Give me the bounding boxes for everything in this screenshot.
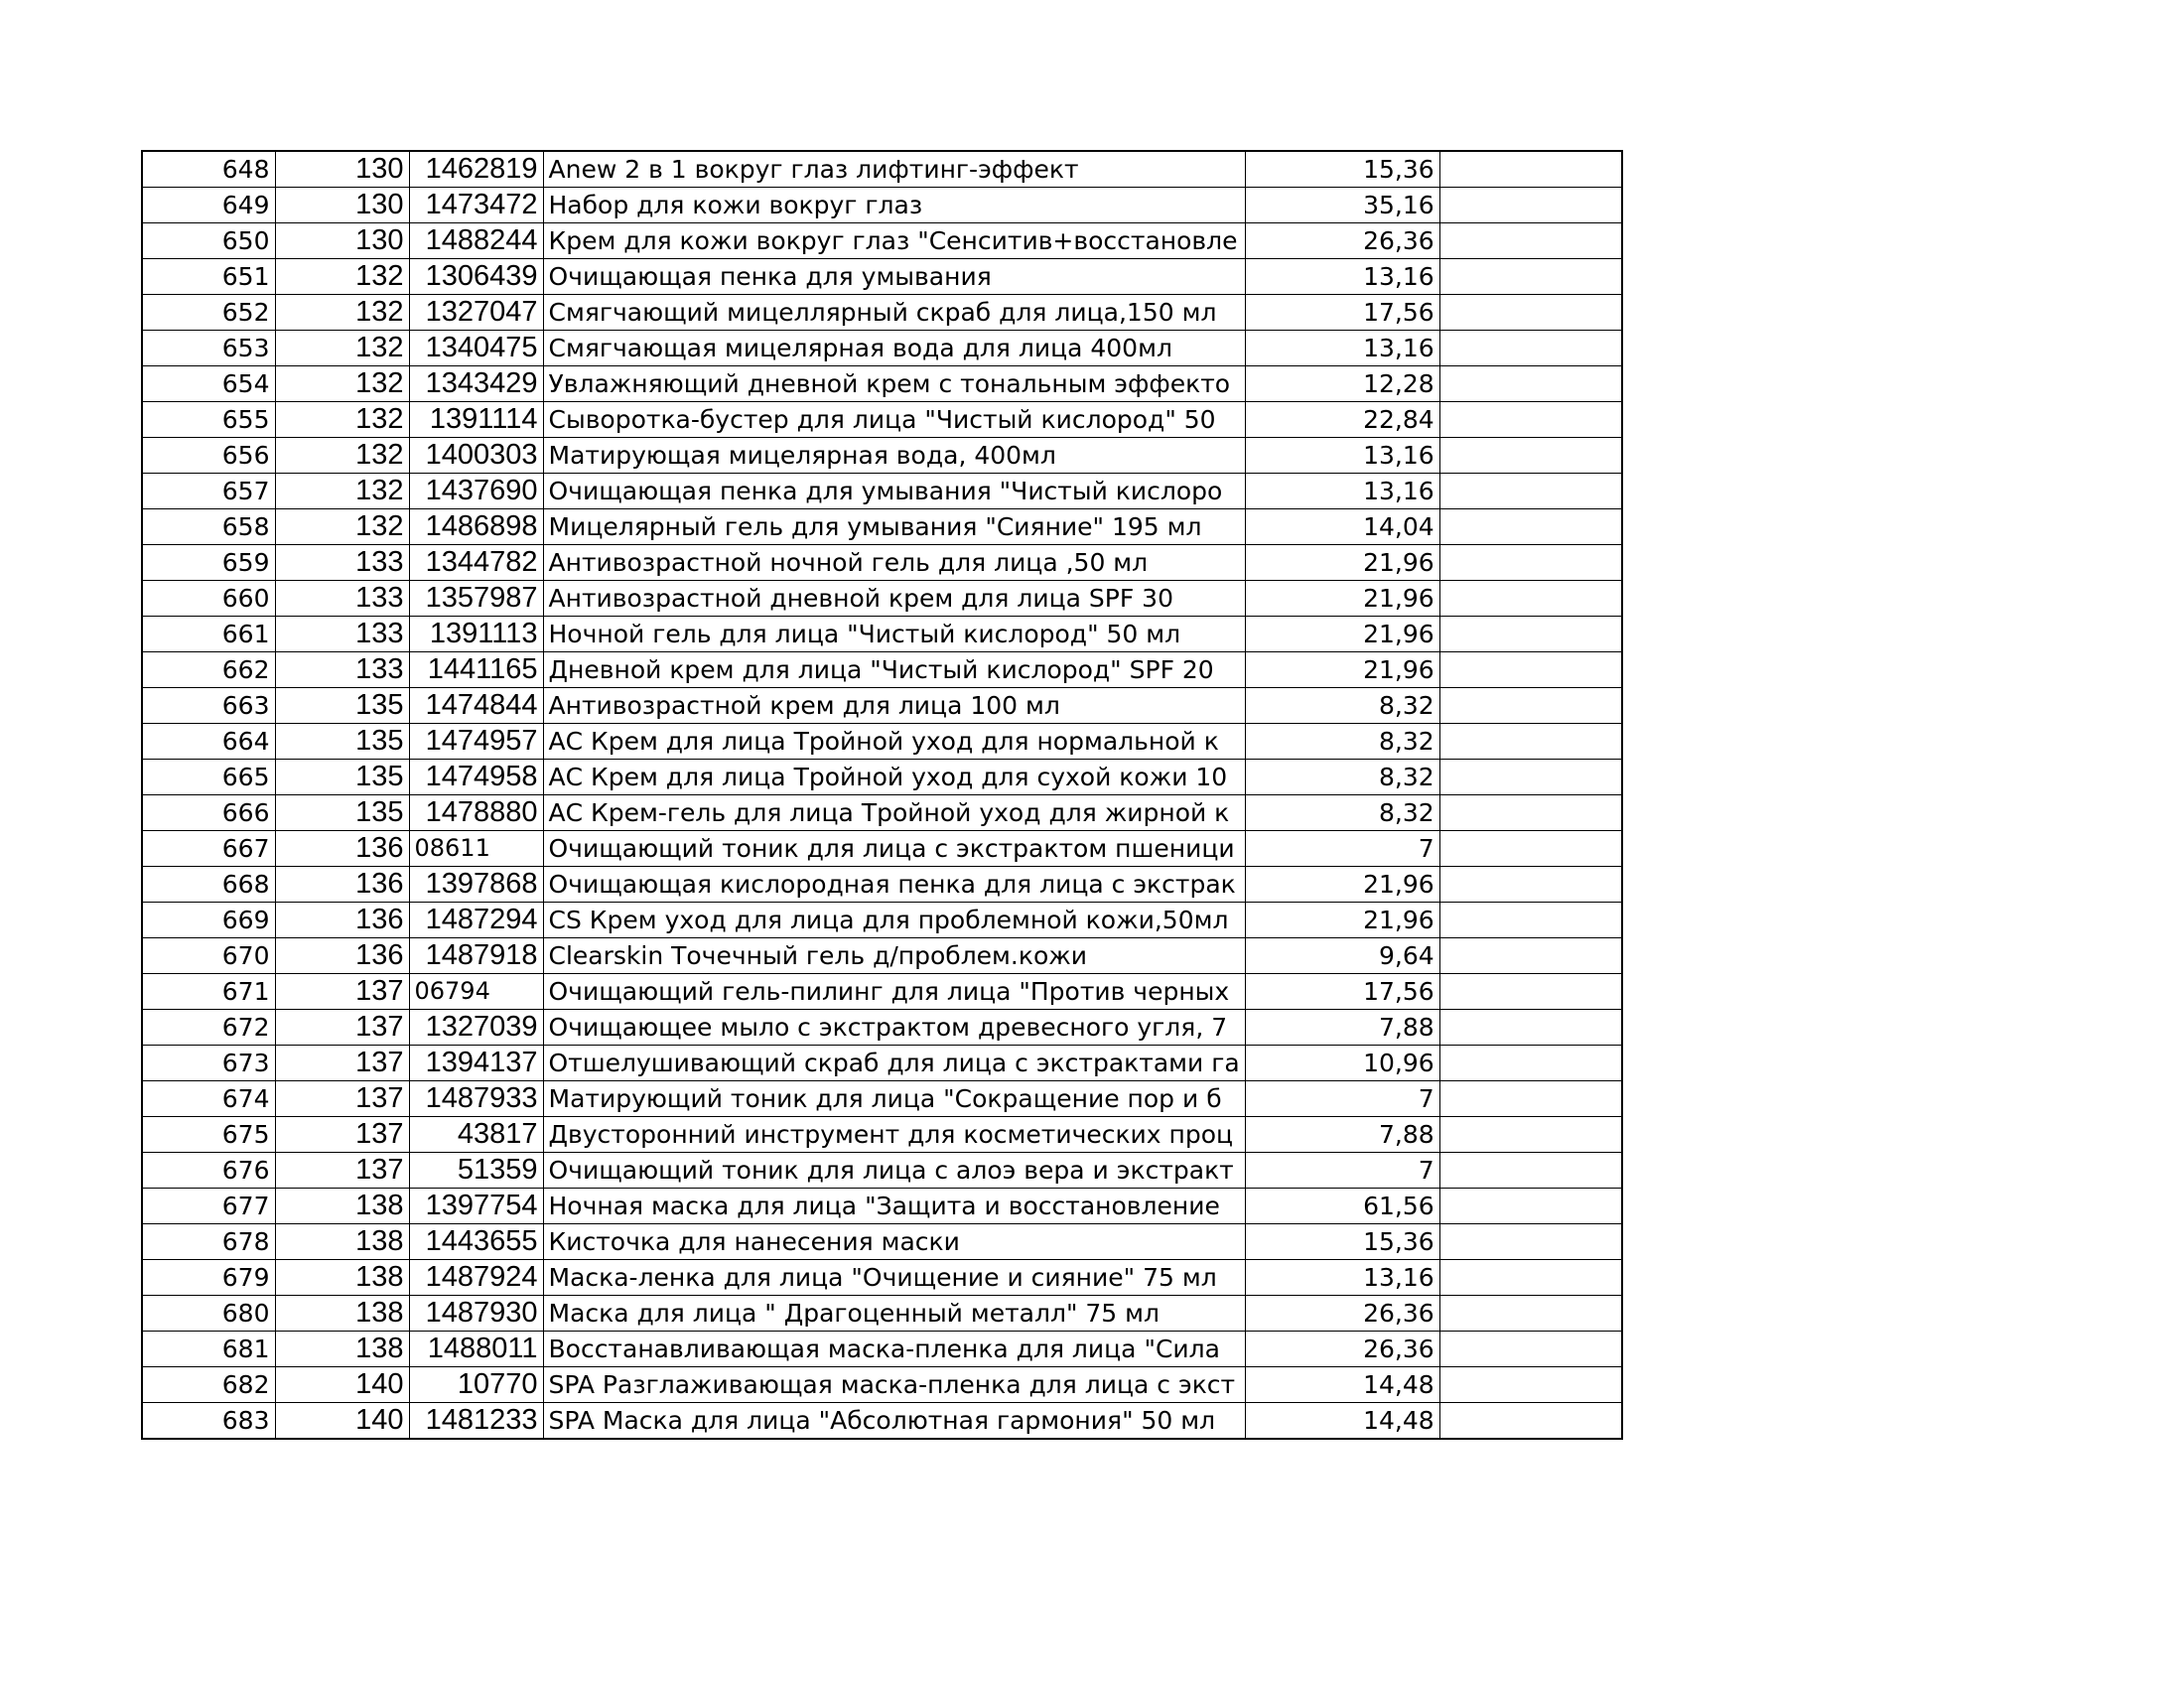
empty-cell xyxy=(1439,831,1622,867)
row-number-cell: 654 xyxy=(142,366,275,402)
catalog-page-cell: 138 xyxy=(275,1189,409,1224)
product-name-cell: АС Крем для лица Тройной уход для сухой кожи 10 xyxy=(543,760,1245,795)
price-cell: 15,36 xyxy=(1245,151,1439,188)
table-row xyxy=(142,1403,1622,1440)
product-code-cell: 1327047 xyxy=(409,295,543,331)
product-code-cell: 1306439 xyxy=(409,259,543,295)
catalog-page-cell: 130 xyxy=(275,223,409,259)
price-cell: 13,16 xyxy=(1245,474,1439,509)
price-cell: 9,64 xyxy=(1245,938,1439,974)
empty-cell xyxy=(1439,545,1622,581)
catalog-page-cell: 140 xyxy=(275,1403,409,1440)
product-name-cell: SPA Маска для лица "Абсолютная гармония" 50 мл xyxy=(543,1403,1245,1440)
price-cell: 15,36 xyxy=(1245,1224,1439,1260)
table-row xyxy=(142,795,1622,831)
catalog-page-cell: 133 xyxy=(275,581,409,617)
row-number-cell: 648 xyxy=(142,151,275,188)
empty-cell xyxy=(1439,581,1622,617)
product-name-cell: Anew 2 в 1 вокруг глаз лифтинг-эффект xyxy=(543,151,1245,188)
table-row xyxy=(142,151,1622,188)
price-cell: 13,16 xyxy=(1245,259,1439,295)
product-code-cell: 1487933 xyxy=(409,1081,543,1117)
row-number-cell: 657 xyxy=(142,474,275,509)
table-row xyxy=(142,1153,1622,1189)
product-code-cell: 1488244 xyxy=(409,223,543,259)
product-name-cell: Очищающее мыло с экстрактом древесного угля, 7 xyxy=(543,1010,1245,1046)
price-cell: 7 xyxy=(1245,831,1439,867)
price-cell: 7,88 xyxy=(1245,1117,1439,1153)
catalog-page-cell: 136 xyxy=(275,867,409,903)
table-row xyxy=(142,402,1622,438)
price-list-table xyxy=(141,150,1623,1440)
empty-cell xyxy=(1439,617,1622,652)
price-cell: 8,32 xyxy=(1245,724,1439,760)
catalog-page-cell: 137 xyxy=(275,1117,409,1153)
catalog-page-cell: 137 xyxy=(275,1010,409,1046)
empty-cell xyxy=(1439,474,1622,509)
catalog-page-cell: 132 xyxy=(275,295,409,331)
empty-cell xyxy=(1439,331,1622,366)
table-row xyxy=(142,223,1622,259)
catalog-page-cell: 135 xyxy=(275,724,409,760)
catalog-page-cell: 137 xyxy=(275,1153,409,1189)
product-name-cell: Clearskin Точечный гель д/проблем.кожи xyxy=(543,938,1245,974)
row-number-cell: 666 xyxy=(142,795,275,831)
table-row xyxy=(142,688,1622,724)
catalog-page-cell: 137 xyxy=(275,1046,409,1081)
price-cell: 26,36 xyxy=(1245,223,1439,259)
row-number-cell: 677 xyxy=(142,1189,275,1224)
empty-cell xyxy=(1439,1403,1622,1440)
catalog-page-cell: 137 xyxy=(275,974,409,1010)
catalog-page-cell: 136 xyxy=(275,903,409,938)
product-code-cell: 10770 xyxy=(409,1367,543,1403)
product-name-cell: АС Крем для лица Тройной уход для нормальной к xyxy=(543,724,1245,760)
price-cell: 13,16 xyxy=(1245,331,1439,366)
price-cell: 21,96 xyxy=(1245,867,1439,903)
product-name-cell: Сыворотка-бустер для лица "Чистый кислород" 50 xyxy=(543,402,1245,438)
row-number-cell: 656 xyxy=(142,438,275,474)
product-code-cell: 1344782 xyxy=(409,545,543,581)
empty-cell xyxy=(1439,1367,1622,1403)
empty-cell xyxy=(1439,295,1622,331)
product-code-cell: 1443655 xyxy=(409,1224,543,1260)
empty-cell xyxy=(1439,903,1622,938)
product-name-cell: Очищающий тоник для лица с экстрактом пшеници xyxy=(543,831,1245,867)
row-number-cell: 653 xyxy=(142,331,275,366)
product-name-cell: Очищающая пенка для умывания xyxy=(543,259,1245,295)
row-number-cell: 659 xyxy=(142,545,275,581)
price-cell: 21,96 xyxy=(1245,545,1439,581)
product-code-cell: 1474958 xyxy=(409,760,543,795)
empty-cell xyxy=(1439,438,1622,474)
empty-cell xyxy=(1439,1117,1622,1153)
price-cell: 61,56 xyxy=(1245,1189,1439,1224)
row-number-cell: 673 xyxy=(142,1046,275,1081)
empty-cell xyxy=(1439,688,1622,724)
empty-cell xyxy=(1439,151,1622,188)
price-cell: 7,88 xyxy=(1245,1010,1439,1046)
price-cell: 14,48 xyxy=(1245,1403,1439,1440)
table-row xyxy=(142,1367,1622,1403)
empty-cell xyxy=(1439,1332,1622,1367)
product-code-cell: 08611 xyxy=(409,831,543,867)
product-name-cell: Ночная маска для лица "Защита и восстановление xyxy=(543,1189,1245,1224)
product-code-cell: 1473472 xyxy=(409,188,543,223)
catalog-page-cell: 133 xyxy=(275,652,409,688)
empty-cell xyxy=(1439,867,1622,903)
product-name-cell: Маска-ленка для лица "Очищение и сияние" 75 мл xyxy=(543,1260,1245,1296)
catalog-page-cell: 138 xyxy=(275,1296,409,1332)
price-cell: 10,96 xyxy=(1245,1046,1439,1081)
product-name-cell: Очищающий тоник для лица с алоэ вера и экстракт xyxy=(543,1153,1245,1189)
price-cell: 17,56 xyxy=(1245,974,1439,1010)
product-code-cell: 1486898 xyxy=(409,509,543,545)
row-number-cell: 661 xyxy=(142,617,275,652)
catalog-page-cell: 132 xyxy=(275,474,409,509)
empty-cell xyxy=(1439,1010,1622,1046)
product-code-cell: 1487918 xyxy=(409,938,543,974)
product-code-cell: 1478880 xyxy=(409,795,543,831)
price-cell: 12,28 xyxy=(1245,366,1439,402)
price-list-body xyxy=(142,151,1622,1439)
product-name-cell: Очищающая пенка для умывания "Чистый кислоро xyxy=(543,474,1245,509)
row-number-cell: 674 xyxy=(142,1081,275,1117)
price-cell: 35,16 xyxy=(1245,188,1439,223)
table-row xyxy=(142,1296,1622,1332)
product-name-cell: Антивозрастной крем для лица 100 мл xyxy=(543,688,1245,724)
table-row xyxy=(142,581,1622,617)
row-number-cell: 658 xyxy=(142,509,275,545)
price-cell: 26,36 xyxy=(1245,1332,1439,1367)
row-number-cell: 660 xyxy=(142,581,275,617)
price-cell: 21,96 xyxy=(1245,581,1439,617)
table-row xyxy=(142,188,1622,223)
empty-cell xyxy=(1439,795,1622,831)
product-name-cell: Антивозрастной дневной крем для лица SPF 30 xyxy=(543,581,1245,617)
product-name-cell: Мицелярный гель для умывания "Сияние" 195 мл xyxy=(543,509,1245,545)
catalog-page-cell: 133 xyxy=(275,545,409,581)
product-name-cell: Набор для кожи вокруг глаз xyxy=(543,188,1245,223)
catalog-page-cell: 132 xyxy=(275,509,409,545)
table-row xyxy=(142,831,1622,867)
price-cell: 26,36 xyxy=(1245,1296,1439,1332)
product-code-cell: 1357987 xyxy=(409,581,543,617)
price-cell: 14,48 xyxy=(1245,1367,1439,1403)
product-code-cell: 1391113 xyxy=(409,617,543,652)
empty-cell xyxy=(1439,509,1622,545)
product-code-cell: 1397868 xyxy=(409,867,543,903)
price-cell: 7 xyxy=(1245,1153,1439,1189)
price-cell: 13,16 xyxy=(1245,438,1439,474)
table-row xyxy=(142,1224,1622,1260)
table-row xyxy=(142,1260,1622,1296)
price-cell: 13,16 xyxy=(1245,1260,1439,1296)
product-code-cell: 1400303 xyxy=(409,438,543,474)
row-number-cell: 665 xyxy=(142,760,275,795)
empty-cell xyxy=(1439,760,1622,795)
product-name-cell: SPA Разглаживающая маска-пленка для лица с экст xyxy=(543,1367,1245,1403)
row-number-cell: 676 xyxy=(142,1153,275,1189)
table-row xyxy=(142,259,1622,295)
product-name-cell: Смягчающий мицеллярный скраб для лица,150 мл xyxy=(543,295,1245,331)
table-row xyxy=(142,509,1622,545)
product-code-cell: 1481233 xyxy=(409,1403,543,1440)
price-cell: 21,96 xyxy=(1245,617,1439,652)
catalog-page-cell: 140 xyxy=(275,1367,409,1403)
row-number-cell: 683 xyxy=(142,1403,275,1440)
catalog-page-cell: 130 xyxy=(275,151,409,188)
product-name-cell: Крем для кожи вокруг глаз "Сенситив+восстановле xyxy=(543,223,1245,259)
table-row xyxy=(142,1046,1622,1081)
product-code-cell: 1474844 xyxy=(409,688,543,724)
row-number-cell: 650 xyxy=(142,223,275,259)
price-cell: 14,04 xyxy=(1245,509,1439,545)
product-code-cell: 1487294 xyxy=(409,903,543,938)
product-code-cell: 1487924 xyxy=(409,1260,543,1296)
empty-cell xyxy=(1439,1189,1622,1224)
empty-cell xyxy=(1439,259,1622,295)
row-number-cell: 668 xyxy=(142,867,275,903)
row-number-cell: 651 xyxy=(142,259,275,295)
price-cell: 22,84 xyxy=(1245,402,1439,438)
table-row xyxy=(142,903,1622,938)
product-code-cell: 1397754 xyxy=(409,1189,543,1224)
table-row xyxy=(142,1117,1622,1153)
table-row xyxy=(142,474,1622,509)
product-code-cell: 1488011 xyxy=(409,1332,543,1367)
empty-cell xyxy=(1439,652,1622,688)
table-row xyxy=(142,331,1622,366)
row-number-cell: 680 xyxy=(142,1296,275,1332)
product-name-cell: Очищающий гель-пилинг для лица "Против черных xyxy=(543,974,1245,1010)
table-row xyxy=(142,938,1622,974)
row-number-cell: 664 xyxy=(142,724,275,760)
catalog-page-cell: 135 xyxy=(275,688,409,724)
row-number-cell: 655 xyxy=(142,402,275,438)
table-row xyxy=(142,652,1622,688)
catalog-page-cell: 132 xyxy=(275,366,409,402)
catalog-page-cell: 132 xyxy=(275,331,409,366)
row-number-cell: 682 xyxy=(142,1367,275,1403)
empty-cell xyxy=(1439,1260,1622,1296)
empty-cell xyxy=(1439,223,1622,259)
product-name-cell: Антивозрастной ночной гель для лица ,50 мл xyxy=(543,545,1245,581)
empty-cell xyxy=(1439,1296,1622,1332)
table-row xyxy=(142,974,1622,1010)
row-number-cell: 669 xyxy=(142,903,275,938)
empty-cell xyxy=(1439,724,1622,760)
catalog-page-cell: 132 xyxy=(275,402,409,438)
table-row xyxy=(142,545,1622,581)
product-code-cell: 1327039 xyxy=(409,1010,543,1046)
table-row xyxy=(142,438,1622,474)
catalog-page-cell: 136 xyxy=(275,938,409,974)
product-code-cell: 51359 xyxy=(409,1153,543,1189)
product-code-cell: 06794 xyxy=(409,974,543,1010)
table-row xyxy=(142,1010,1622,1046)
catalog-page-cell: 138 xyxy=(275,1260,409,1296)
price-cell: 21,96 xyxy=(1245,652,1439,688)
catalog-page-cell: 132 xyxy=(275,259,409,295)
catalog-page-cell: 138 xyxy=(275,1332,409,1367)
table-row xyxy=(142,366,1622,402)
catalog-page-cell: 133 xyxy=(275,617,409,652)
product-code-cell: 1391114 xyxy=(409,402,543,438)
product-name-cell: CS Крем уход для лица для проблемной кожи,50мл xyxy=(543,903,1245,938)
row-number-cell: 672 xyxy=(142,1010,275,1046)
product-code-cell: 1487930 xyxy=(409,1296,543,1332)
product-name-cell: Двусторонний инструмент для косметических проц xyxy=(543,1117,1245,1153)
price-cell: 7 xyxy=(1245,1081,1439,1117)
product-code-cell: 1343429 xyxy=(409,366,543,402)
empty-cell xyxy=(1439,1046,1622,1081)
empty-cell xyxy=(1439,1081,1622,1117)
table-row xyxy=(142,1189,1622,1224)
empty-cell xyxy=(1439,366,1622,402)
price-cell: 8,32 xyxy=(1245,760,1439,795)
catalog-page-cell: 136 xyxy=(275,831,409,867)
product-name-cell: Матирующая мицелярная вода, 400мл xyxy=(543,438,1245,474)
row-number-cell: 663 xyxy=(142,688,275,724)
table-row xyxy=(142,760,1622,795)
table-row xyxy=(142,617,1622,652)
empty-cell xyxy=(1439,188,1622,223)
table-row xyxy=(142,1081,1622,1117)
product-name-cell: АС Крем-гель для лица Тройной уход для жирной к xyxy=(543,795,1245,831)
product-name-cell: Ночной гель для лица "Чистый кислород" 50 мл xyxy=(543,617,1245,652)
price-cell: 21,96 xyxy=(1245,903,1439,938)
table-row xyxy=(142,1332,1622,1367)
product-name-cell: Восстанавливающая маска-пленка для лица "Сила xyxy=(543,1332,1245,1367)
catalog-page-cell: 135 xyxy=(275,760,409,795)
table-row xyxy=(142,724,1622,760)
row-number-cell: 652 xyxy=(142,295,275,331)
price-cell: 8,32 xyxy=(1245,795,1439,831)
row-number-cell: 675 xyxy=(142,1117,275,1153)
product-name-cell: Дневной крем для лица "Чистый кислород" SPF 20 xyxy=(543,652,1245,688)
product-code-cell: 1437690 xyxy=(409,474,543,509)
row-number-cell: 678 xyxy=(142,1224,275,1260)
product-name-cell: Маска для лица " Драгоценный металл" 75 мл xyxy=(543,1296,1245,1332)
product-code-cell: 1394137 xyxy=(409,1046,543,1081)
product-code-cell: 43817 xyxy=(409,1117,543,1153)
price-cell: 8,32 xyxy=(1245,688,1439,724)
row-number-cell: 662 xyxy=(142,652,275,688)
empty-cell xyxy=(1439,974,1622,1010)
catalog-page-cell: 130 xyxy=(275,188,409,223)
product-name-cell: Кисточка для нанесения маски xyxy=(543,1224,1245,1260)
empty-cell xyxy=(1439,938,1622,974)
catalog-page-cell: 135 xyxy=(275,795,409,831)
empty-cell xyxy=(1439,1153,1622,1189)
product-name-cell: Отшелушивающий скраб для лица с экстрактами га xyxy=(543,1046,1245,1081)
empty-cell xyxy=(1439,402,1622,438)
product-name-cell: Очищающая кислородная пенка для лица с экстрак xyxy=(543,867,1245,903)
row-number-cell: 681 xyxy=(142,1332,275,1367)
product-code-cell: 1441165 xyxy=(409,652,543,688)
catalog-page-cell: 138 xyxy=(275,1224,409,1260)
table-row xyxy=(142,867,1622,903)
row-number-cell: 679 xyxy=(142,1260,275,1296)
price-cell: 17,56 xyxy=(1245,295,1439,331)
product-name-cell: Матирующий тоник для лица "Сокращение пор и б xyxy=(543,1081,1245,1117)
product-code-cell: 1462819 xyxy=(409,151,543,188)
row-number-cell: 671 xyxy=(142,974,275,1010)
product-code-cell: 1474957 xyxy=(409,724,543,760)
product-code-cell: 1340475 xyxy=(409,331,543,366)
table-row xyxy=(142,295,1622,331)
row-number-cell: 667 xyxy=(142,831,275,867)
row-number-cell: 649 xyxy=(142,188,275,223)
catalog-page-cell: 137 xyxy=(275,1081,409,1117)
product-name-cell: Увлажняющий дневной крем с тональным эффекто xyxy=(543,366,1245,402)
product-name-cell: Смягчающая мицелярная вода для лица 400мл xyxy=(543,331,1245,366)
row-number-cell: 670 xyxy=(142,938,275,974)
empty-cell xyxy=(1439,1224,1622,1260)
catalog-page-cell: 132 xyxy=(275,438,409,474)
